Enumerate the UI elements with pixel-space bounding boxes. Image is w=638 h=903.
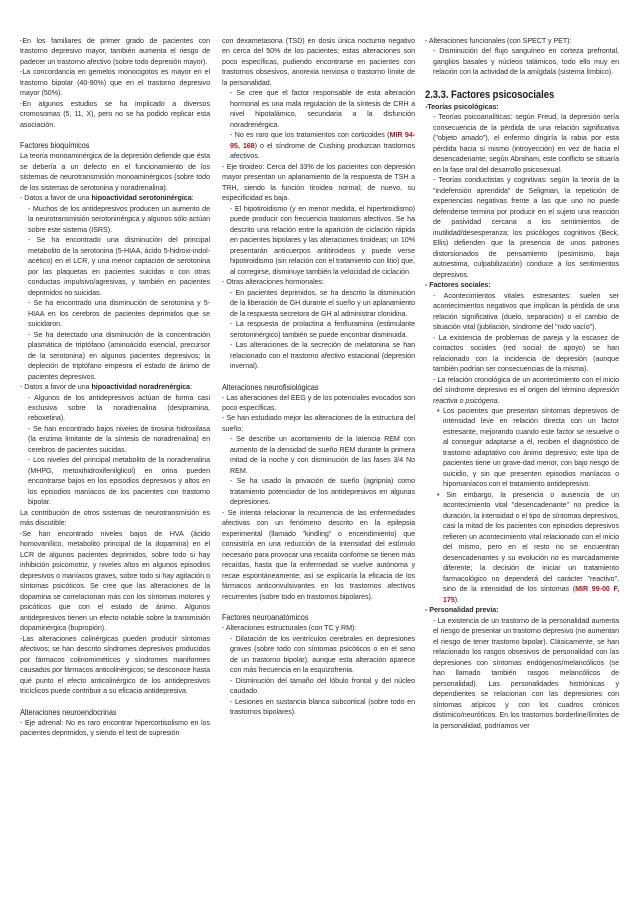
paragraph: - Se han estudiado mejor las alteraciones de la estructura del sueño: (222, 414, 415, 433)
column-2 (222, 36, 415, 718)
list-subitem: - Se han encontrado bajos niveles de tirosina hidroxilasa (la enzima limitante de la síntesis de noradrenalina) en cerebros de pacientes suicidas. (28, 424, 210, 454)
list-item: - Datos a favor de una hipoactividad noradrenérgica: (20, 383, 193, 392)
paragraph: - Eje tiroideo: Cerca del 33% de los pacientes con depresión mayor presentan un aplanamiento de la respuesta de TSH a TRH, siendo la función tiroidea normal; de nuevo, su especificidad es baja. (222, 162, 415, 203)
list-subitem: - Teorías conductistas y cognitivas: según la teoría de la "indefensión aprendida" de Seligman, la repetición de experiencias negativas frente a las que uno no puede defenderse termina por producir en el sujeto una reacción de pasividad cercana a los sentimientos de inutilidad/desesperanza; los psicólogos cognitivos (Beck, Ellis) defienden que la presencia de unos patrones distorsionados de pensamiento (pesimismo, baja autoestima, culpabilización) conduce a los sentimientos depresivos. (433, 176, 619, 279)
subheading-alteraciones-neurofisiologicas: Alteraciones neurofisiológicas (222, 381, 319, 392)
bullet-item: • Sin embargo, la presencia o ausencia de un acontecimiento vital "desencadenante" no predice la duración, la intensidad o el tipo de síntomas depresivos, casi la mitad de los pacientes con episodios depresivos refieren un acontecimiento vital relacionado con el inicio del mismo, pero en el resto no se encuentran desencadenantes y su evolución no es marcadamente diferente; la decisión de iniciar un tratamiento farmacológico no dependerá del carácter "reactivo", sino de la intensidad de los síntomas (MIR 99-00 F, 175). (437, 490, 619, 604)
list-subitem: - Se ha usado la privación de sueño (agripnia) como tratamiento potenciador de los antidepresivos en algunas depresiones. (230, 477, 415, 507)
column-3 (425, 36, 619, 731)
list-subitem: - Se ha detectado una disminución de la concentración plasmática de triptófano (aminoácido esencial, precursor de la serotonina) en algunos pacientes depresivos; la depleción de triptófano empeora el estado de ánimo de pacientes depresivos. (28, 330, 210, 381)
list-subitem: - La existencia de un trastorno de la personalidad aumenta el riesgo de presentar un trastorno depresivo (no aumentan el riesgo de tener trastorno bipolar). Clásicamente, se han relacionado los rasgos obsesivos de personalidad con las depresiones con síntomas endógenos/melancólicos (se han llamado también rasgos melancólicos de personalidad). Las personalidades histriónicas y dependientes se relacionan con las depresiones con síntomas atípicos y con los cuadros crónicos distímico/neuróticos. En los trastornos borderline/límites de la personalidad, podríamos ver (433, 616, 619, 730)
list-subitem: - La existencia de problemas de pareja y la escasez de contactos sociales (red social de apoyo) se han relacionado con la incidencia de depresión (aunque también podrían ser consecuencias de la misma). (433, 333, 619, 374)
paragraph: -La concordancia en gemelos monocigotos es mayor en el trastorno bipolar (40-90%) que en el trastorno depresivo mayor (50%). (20, 68, 210, 98)
text-run: - La relación cronológica de un acontecimiento con el inicio del síndrome depresivo es el origen del término (433, 375, 619, 395)
list-subitem: - Se ha encontrado una disminución del principal metabolito de la serotonina (5-HIAA, ácido 5-hidroxi-indol-acético) en el LCR, y una menor captación de serotonina por las plaquetas en pacientes suicidas o con otras conductas impulsivo/agresivas, y también en pacientes deprimidos no suicidas. (28, 236, 210, 297)
list-subitem: - Se describe un acortamiento de la latencia REM con aumento de la densidad de sueño REM durante la primera mitad de la noche y con disminución de las fases 3/4 No REM. (230, 435, 415, 475)
list-subitem: - Los niveles del principal metabolito de la noradrenalina (MHPG, metoxihidroxifenilglicol) en orina pueden encontrarse bajos en los episodios depresivos y altos en los episodios maníacos de los pacientes con trastorno bipolar. (28, 456, 210, 507)
paragraph: con dexametasona (TSD) en dosis única nocturna negativo en cerca del 50% de los pacientes; estas alteraciones son poco específicas, pudiendo encontrarse en pacientes con trastornos obsesivos, anorexia nerviosa o trastorno límite de la personalidad. (222, 37, 415, 87)
subheading-factores-bioquimicos: Factores bioquímicos (20, 140, 90, 151)
list-subitem: - No es raro que los tratamientos con corticoides (MIR 94-95, 168) o el síndrome de Cushing produzcan trastornos afectivos. (230, 131, 415, 161)
list-subitem: - El hipotiroidismo (y en menor medida, el hipertiroidismo) puede producir con frecuencia trastornos afectivos. Se ha descrito una relación entre la aparición de ciclación rápida en pacientes bipolares y las alteraciones tiroideas; un 10% presentarán anticuerpos antitiroideos y puede verse hipotiroidismo (sin relación con el tratamiento con litio) que, al corregirse, disminuye también la velocidad de ciclación. (230, 204, 415, 276)
list-item (425, 605, 619, 615)
list-subitem: - Lesiones en sustancia blanca subcortical (sobre todo en trastornos bipolares). (230, 697, 415, 717)
list-subitem: - Las alteraciones de la secreción de melatonina se han relacionado con el trastorno afectivo estacional (depresión invernal). (230, 341, 415, 371)
list-item: - Datos a favor de una hipoactividad serotoninérgica: (20, 194, 194, 203)
paragraph: -Las alteraciones colinérgicas pueden producir síntomas afectivos; se han descrito síndromes depresivos producidos por fármacos colinomiméticos y síndromes maniformes causados por fármacos anticolinérgicos; se desconoce hasta qué punto el efecto anticolinérgico de los antidepresivos tricíclicos puede contribuir a su eficacia antidepresiva. (20, 634, 211, 696)
paragraph: - Eje adrenal: No es raro encontrar hipercortisolismo en los pacientes deprimidos, y siendo el test de supresión (20, 718, 210, 738)
list-subitem: - Algunos de los antidepresivos actúan de forma casi exclusiva sobre la noradrenalina (desipramina, reboxetina). (28, 393, 210, 423)
list-subitem: - En pacientes deprimidos, se ha descrito la disminución de la liberación de GH durante el sueño y un aplanamiento de la respuesta secretora de GH al administrar clonidina. (230, 288, 415, 318)
paragraph: - Se intenta relacionar la recurrencia de las enfermedades afectivas con un fenómeno descrito en la epilepsia experimental (llamado "kindling" o encendimiento) que consistiría en una reducción de la intensidad del estímulo necesario para provocar una recaída conforme se tienen más recaídas, hasta que la enfermedad se vuelve autónoma y recae espontáneamente; así se explicaría la eficacia de los fármacos anticonvulsivantes en los trastornos afectivos recurrentes (sobre todo en trastornos bipolares). (222, 508, 415, 601)
list-subitem: - Dilatación de los ventrículos cerebrales en depresiones graves (sobre todo con síntomas psicóticos o en el seno de un trastorno bipolar), aunque esta alteración aparece con más frecuencia en la esquizofrenia. (230, 634, 415, 675)
paragraph: La contribución de otros sistemas de neurotransmisión es más discutible: (20, 508, 210, 528)
list-subitem: - Acontecimientos vitales estresantes: suelen ser acontecimientos negativos que implican la pérdida de una relación significativa (duelo, separación) o el cambio de situación vital (jubilación, síndrome del "nido vacío"). (433, 291, 619, 332)
list-subitem: - Disminución del flujo sanguíneo en corteza prefrontal, ganglios basales y núcleos talámicos, todo ello muy en relación con la actividad de la amígdala (sistema límbico). (433, 47, 619, 77)
list-item: - Alteraciones estructurales (con TC y RM): (222, 624, 357, 633)
mir-reference: MIR 94-95, 168 (230, 131, 415, 150)
list-subitem: - Disminución del tamaño del lóbulo frontal y del núcleo caudado. (230, 676, 415, 696)
paragraph: -Se han encontrado niveles bajos de HVA (ácido homovanílico, metabolito principal de la dopamina) en el LCR de algunos pacientes deprimidos, sobre todo si hay inhibición psicomotriz, y niveles altos en algunos episodios depresivos o maníacos graves, sobre todo si hay agitación o síntomas psicóticos. Se cree que las alteraciones de la dopamina se correlacionan más con los síntomas motores y psicóticos que con el estado de ánimo. Algunos antidepresivos tienen un efecto notable sobre la transmisión dopaminérgica (bupropión). (20, 529, 210, 633)
list-subitem (425, 375, 619, 406)
list-subitem: - Se ha encontrado una disminución de serotonina y 5-HIAA en los cerebros de pacientes deprimidos que se suicidaron. (28, 299, 210, 329)
subheading-personalidad-previa: - Personalidad previa: (425, 606, 499, 615)
section-heading-factores-psicosociales: 2.3.3. Factores psicosociales (425, 88, 555, 101)
list-item: - Alteraciones funcionales (con SPECT y PET): (425, 37, 572, 45)
list-item (425, 280, 619, 290)
list-item: - Otras alteraciones hormonales: (222, 278, 324, 287)
list-subitem: - Muchos de los antidepresivos producen un aumento de la neurotransmisión serotoninérgica y algunos sólo actúan sobre este sistema (ISRS). (28, 204, 210, 234)
bullet-item: • Los pacientes que presentan síntomas depresivos de intensidad leve en relación directa con un factor estresante, mejorando cuando este factor se resuelve o al conseguir adaptarse a él, reciben el diagnóstico de trastorno adaptativo con ánimo depresivo; este tipo de pacientes tiene un grave-dad menor, con bajo riesgo de suicidio, y sin que presenten episodios maníacos o hipomaníacos con el tratamiento antidepresivo. (437, 406, 619, 489)
paragraph: -En los familiares de primer grado de pacientes con trastorno depresivo mayor, también aumenta el riesgo de padecer un trastorno afectivo (sobre todo depresión mayor). (20, 37, 210, 66)
list-subitem: - Teorías psicoanalíticas: según Freud, la depresión sería consecuencia de la pérdida de una relación significativa ("objeto amado"), el enfermo dirigiría la rabia por esta pérdida hacia sí mismo (introyección) en vez de hacia el desencadenante; según Abraham, este conflicto se situaría en la fase oral del desarrollo psicosexual. (433, 113, 619, 174)
list-subitem: - Se cree que el factor responsable de esta alteración hormonal es una mala regulación de la síntesis de CRH a nivel hipotalámico, secundaria a la disfunción noradrenérgica. (230, 89, 415, 129)
paragraph: -En algunos estudios se ha implicado a diversos cromosomas (5, 11, X), pero no se ha podido replicar esta asociación. (20, 99, 210, 129)
paragraph: - Las alteraciones del EEG y de los potenciales evocados son poco específicas. (222, 393, 415, 412)
list-item (425, 102, 619, 112)
emphasis-term: depresión reactiva o psicógena (433, 386, 619, 405)
list-subitem: - La respuesta de prolactina a fenfluramina (estimulante serotoninérgico) también se puede encontrar disminuida. (230, 320, 415, 339)
column-1 (20, 36, 210, 739)
mir-reference: MIR 99-00 F, 175 (443, 585, 619, 604)
text-run: . (497, 396, 500, 405)
subheading-factores-sociales: - Factores sociales: (425, 281, 491, 290)
subheading-teorias-psicologicas: -Teorías psicológicas: (425, 102, 499, 111)
subheading-alteraciones-neuroendocrinas: Alteraciones neuroendocrinas (20, 706, 117, 717)
subheading-factores-neuroanatomicos: Factores neuroanatómicos (222, 612, 309, 623)
paragraph: La teoría monoaminérgica de la depresión defiende que ésta se debería a un defecto en el funcionamiento de los sistemas de neurotransmisión monoaminérgicos (sobre todo de los sistemas de serotonina y noradrenalina). (20, 152, 210, 192)
